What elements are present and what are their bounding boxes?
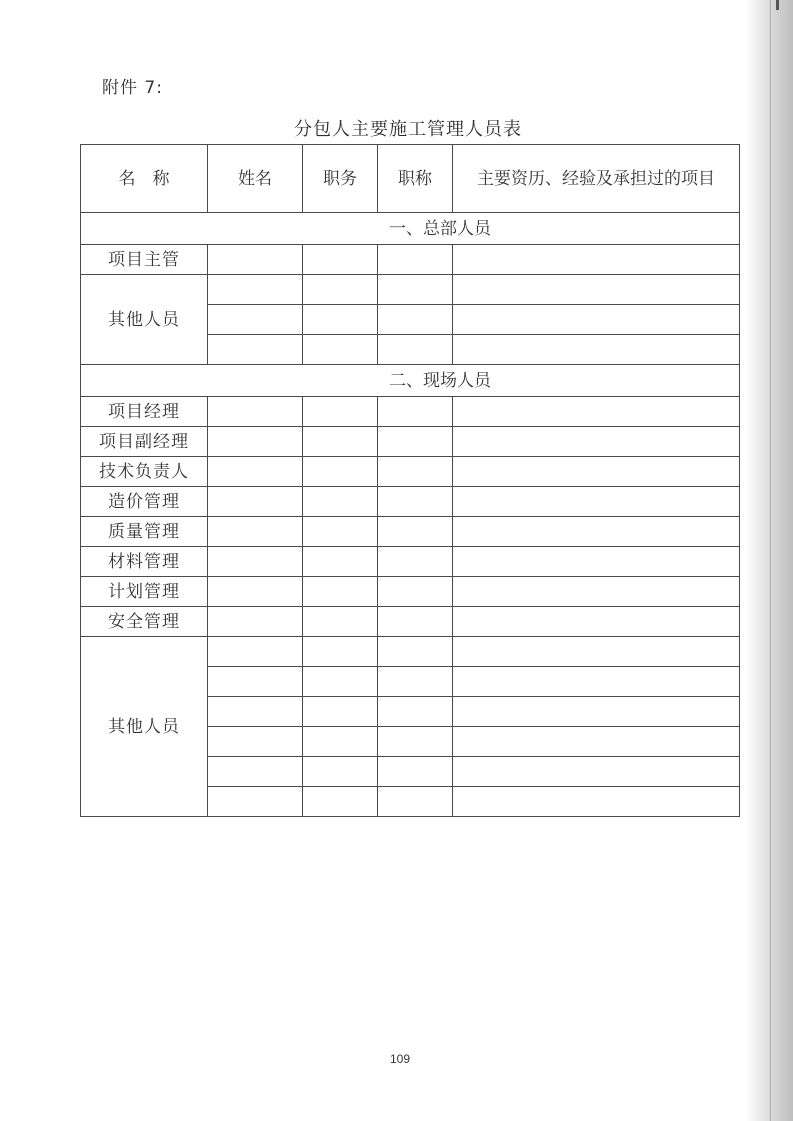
cell-position[interactable]: [303, 727, 378, 757]
cell-position[interactable]: [303, 577, 378, 607]
cell-title[interactable]: [378, 245, 453, 275]
cell-title[interactable]: [378, 577, 453, 607]
page-number: 109: [389, 1052, 411, 1066]
row-label: 项目主管: [81, 245, 208, 275]
cell-experience[interactable]: [453, 397, 740, 427]
cell-person-name[interactable]: [208, 667, 303, 697]
cell-position[interactable]: [303, 275, 378, 305]
header-name-category: 名 称: [81, 145, 208, 213]
cell-position[interactable]: [303, 457, 378, 487]
cell-position[interactable]: [303, 787, 378, 817]
cell-position[interactable]: [303, 305, 378, 335]
cell-experience[interactable]: [453, 757, 740, 787]
cell-position[interactable]: [303, 397, 378, 427]
table-header-row: [81, 145, 740, 213]
cell-position[interactable]: [303, 607, 378, 637]
section-heading-site: 二、现场人员: [81, 365, 740, 397]
cell-position[interactable]: [303, 335, 378, 365]
header-person-name: 姓名: [208, 145, 303, 213]
table-row: [81, 637, 740, 667]
cell-title[interactable]: [378, 517, 453, 547]
cell-title[interactable]: [378, 427, 453, 457]
cell-title[interactable]: [378, 697, 453, 727]
cell-person-name[interactable]: [208, 427, 303, 457]
cell-person-name[interactable]: [208, 787, 303, 817]
cell-person-name[interactable]: [208, 727, 303, 757]
row-label: 造价管理: [81, 487, 208, 517]
header-experience: 主要资历、经验及承担过的项目: [453, 145, 740, 213]
cell-position[interactable]: [303, 517, 378, 547]
cell-person-name[interactable]: [208, 275, 303, 305]
cell-experience[interactable]: [453, 727, 740, 757]
table-row: [81, 577, 740, 607]
cell-title[interactable]: [378, 275, 453, 305]
header-title: 职称: [378, 145, 453, 213]
cell-experience[interactable]: [453, 275, 740, 305]
row-label: 安全管理: [81, 607, 208, 637]
cell-experience[interactable]: [453, 335, 740, 365]
cell-experience[interactable]: [453, 667, 740, 697]
cell-person-name[interactable]: [208, 547, 303, 577]
table-row: [81, 397, 740, 427]
cell-position[interactable]: [303, 637, 378, 667]
cell-title[interactable]: [378, 727, 453, 757]
cell-person-name[interactable]: [208, 517, 303, 547]
cell-position[interactable]: [303, 757, 378, 787]
cell-person-name[interactable]: [208, 697, 303, 727]
cell-position[interactable]: [303, 427, 378, 457]
cell-title[interactable]: [378, 547, 453, 577]
table-row: [81, 607, 740, 637]
row-label-others: 其他人员: [81, 275, 208, 365]
cell-position[interactable]: [303, 547, 378, 577]
row-label: 项目经理: [81, 397, 208, 427]
row-label-others: 其他人员: [81, 637, 208, 817]
cell-person-name[interactable]: [208, 245, 303, 275]
cell-title[interactable]: [378, 667, 453, 697]
cell-experience[interactable]: [453, 245, 740, 275]
cell-title[interactable]: [378, 457, 453, 487]
staff-table: [80, 144, 740, 817]
table-row: [81, 245, 740, 275]
cell-person-name[interactable]: [208, 607, 303, 637]
cell-title[interactable]: [378, 637, 453, 667]
cell-person-name[interactable]: [208, 577, 303, 607]
table-row: [81, 547, 740, 577]
cell-experience[interactable]: [453, 577, 740, 607]
cell-person-name[interactable]: [208, 457, 303, 487]
table-row: [81, 275, 740, 305]
row-label: 计划管理: [81, 577, 208, 607]
cell-experience[interactable]: [453, 457, 740, 487]
row-label: 质量管理: [81, 517, 208, 547]
cell-person-name[interactable]: [208, 335, 303, 365]
cell-experience[interactable]: [453, 787, 740, 817]
page-edge-shadow: [745, 0, 793, 1121]
cell-title[interactable]: [378, 757, 453, 787]
header-position: 职务: [303, 145, 378, 213]
row-label: 项目副经理: [81, 427, 208, 457]
cell-title[interactable]: [378, 305, 453, 335]
cell-person-name[interactable]: [208, 637, 303, 667]
cell-experience[interactable]: [453, 637, 740, 667]
page-edge-mark: [776, 0, 779, 10]
section-row-site: [81, 365, 740, 397]
cell-title[interactable]: [378, 787, 453, 817]
cell-experience[interactable]: [453, 427, 740, 457]
cell-position[interactable]: [303, 487, 378, 517]
cell-title[interactable]: [378, 487, 453, 517]
document-title: 分包人主要施工管理人员表: [294, 119, 522, 140]
cell-position[interactable]: [303, 697, 378, 727]
cell-person-name[interactable]: [208, 757, 303, 787]
cell-title[interactable]: [378, 607, 453, 637]
table-row: [81, 427, 740, 457]
cell-position[interactable]: [303, 245, 378, 275]
row-label: 材料管理: [81, 547, 208, 577]
cell-title[interactable]: [378, 397, 453, 427]
cell-experience[interactable]: [453, 305, 740, 335]
cell-person-name[interactable]: [208, 487, 303, 517]
section-heading-headquarters: 一、总部人员: [81, 213, 740, 245]
cell-title[interactable]: [378, 335, 453, 365]
page-edge-line: [770, 0, 771, 1121]
table-row: [81, 487, 740, 517]
row-label: 技术负责人: [81, 457, 208, 487]
attachment-label: 附件 7:: [102, 78, 163, 98]
cell-position[interactable]: [303, 667, 378, 697]
cell-experience[interactable]: [453, 547, 740, 577]
section-row-headquarters: [81, 213, 740, 245]
cell-person-name[interactable]: [208, 305, 303, 335]
table-row: [81, 457, 740, 487]
cell-experience[interactable]: [453, 607, 740, 637]
cell-person-name[interactable]: [208, 397, 303, 427]
cell-experience[interactable]: [453, 517, 740, 547]
cell-experience[interactable]: [453, 487, 740, 517]
cell-experience[interactable]: [453, 697, 740, 727]
table-row: [81, 517, 740, 547]
